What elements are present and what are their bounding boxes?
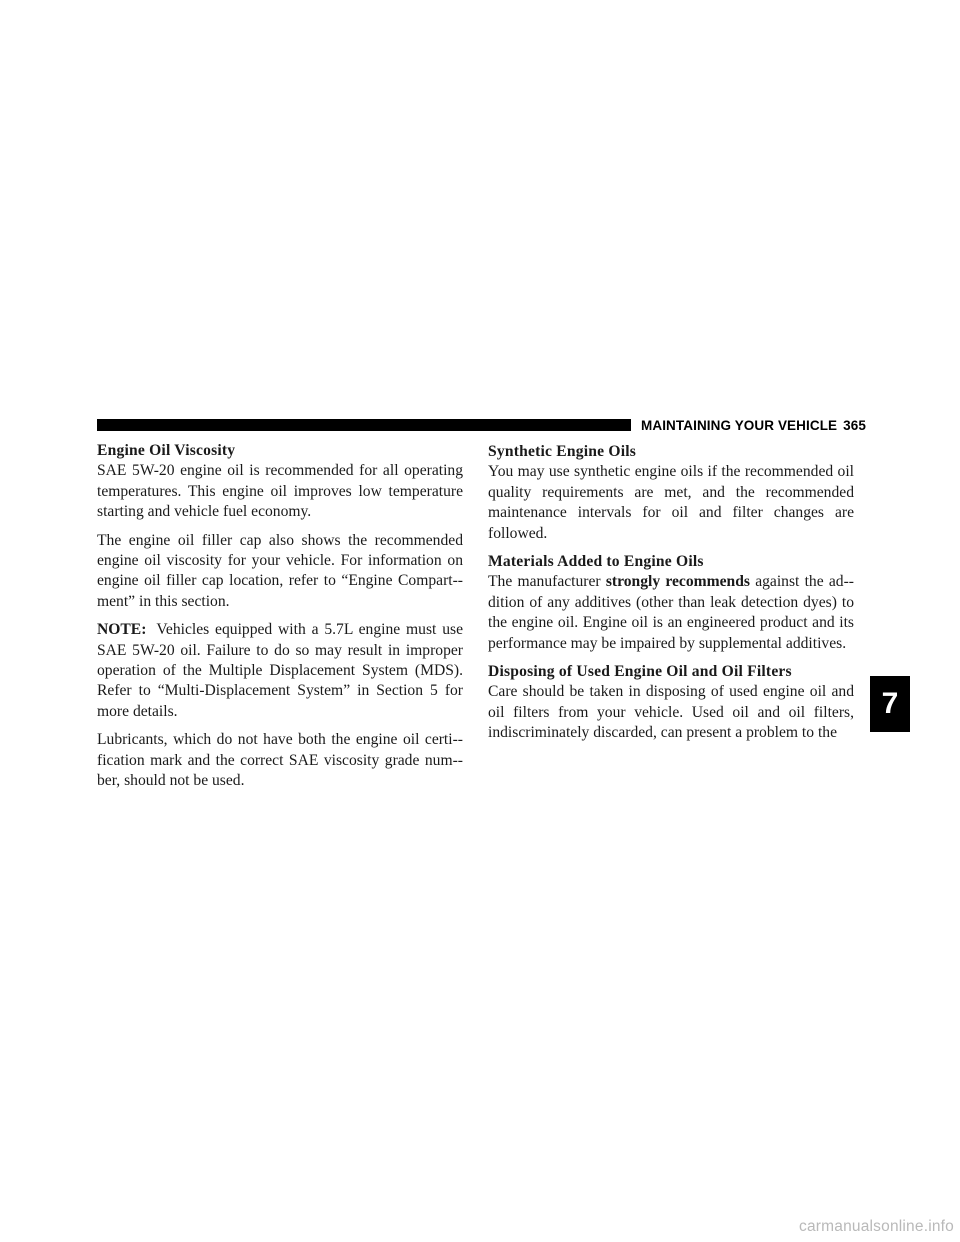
paragraph-additives xyxy=(488,572,854,654)
heading-engine-oil-viscosity: Engine Oil Viscosity xyxy=(97,442,236,459)
strongly-recommends: strongly recommends xyxy=(605,573,750,591)
note-label: NOTE: xyxy=(97,621,147,639)
watermark: carmanualsonline.info xyxy=(799,1218,954,1235)
right-column xyxy=(488,442,854,752)
additives-rest: against the ad-dition of any additives (other than leak detection dyes) to the engine oil. Engine oil is an engineered product and its performance may be impaired by supplemental additives. xyxy=(488,573,854,652)
heading-materials-added: Materials Added to Engine Oils xyxy=(488,553,704,571)
additives-lead: The manufacturer xyxy=(488,573,606,591)
paragraph-filler-cap: The engine oil filler cap also shows the recommended engine oil viscosity for your vehicle. For information on engine oil filler cap location, refer to “Engine Compart-ment” in this section. xyxy=(97,531,463,610)
paragraph-lubricants: Lubricants, which do not have both the engine oil certi-fication mark and the correct SAE viscosity grade num-ber, should not be used. xyxy=(97,731,463,790)
chapter-tab: 7 xyxy=(870,676,910,732)
heading-synthetic-engine-oils: Synthetic Engine Oils xyxy=(488,443,637,460)
paragraph-synthetic-oils: You may use synthetic engine oils if the recommended oil quality requirements are met, and the recommended maintenance intervals for oil and filter changes are followed. xyxy=(488,463,854,542)
paragraph-disposing: Care should be taken in disposing of used engine oil and oil filters from your vehicle. Used oil and oil filters, indiscriminately discarded, can present a problem to the xyxy=(488,683,854,742)
note-text: Vehicles equipped with a 5.7L engine must use SAE 5W-20 oil. Failure to do so may result in improper operation of the Multiple Displacement System (MDS). Refer to “Multi-Displacement System” in Section 5 for more details. xyxy=(97,621,463,720)
section-title: MAINTAINING YOUR VEHICLE xyxy=(641,418,838,433)
header-rule xyxy=(97,419,631,431)
left-column xyxy=(97,441,463,800)
running-head xyxy=(636,418,866,433)
heading-disposing-used-oil: Disposing of Used Engine Oil and Oil Filters xyxy=(488,663,792,681)
page-number: 365 xyxy=(843,418,866,433)
paragraph-viscosity-recommendation: SAE 5W-20 engine oil is recommended for all operating temperatures. This engine oil improves low temperature starting and vehicle fuel economy. xyxy=(97,462,463,521)
note-paragraph xyxy=(97,620,463,722)
